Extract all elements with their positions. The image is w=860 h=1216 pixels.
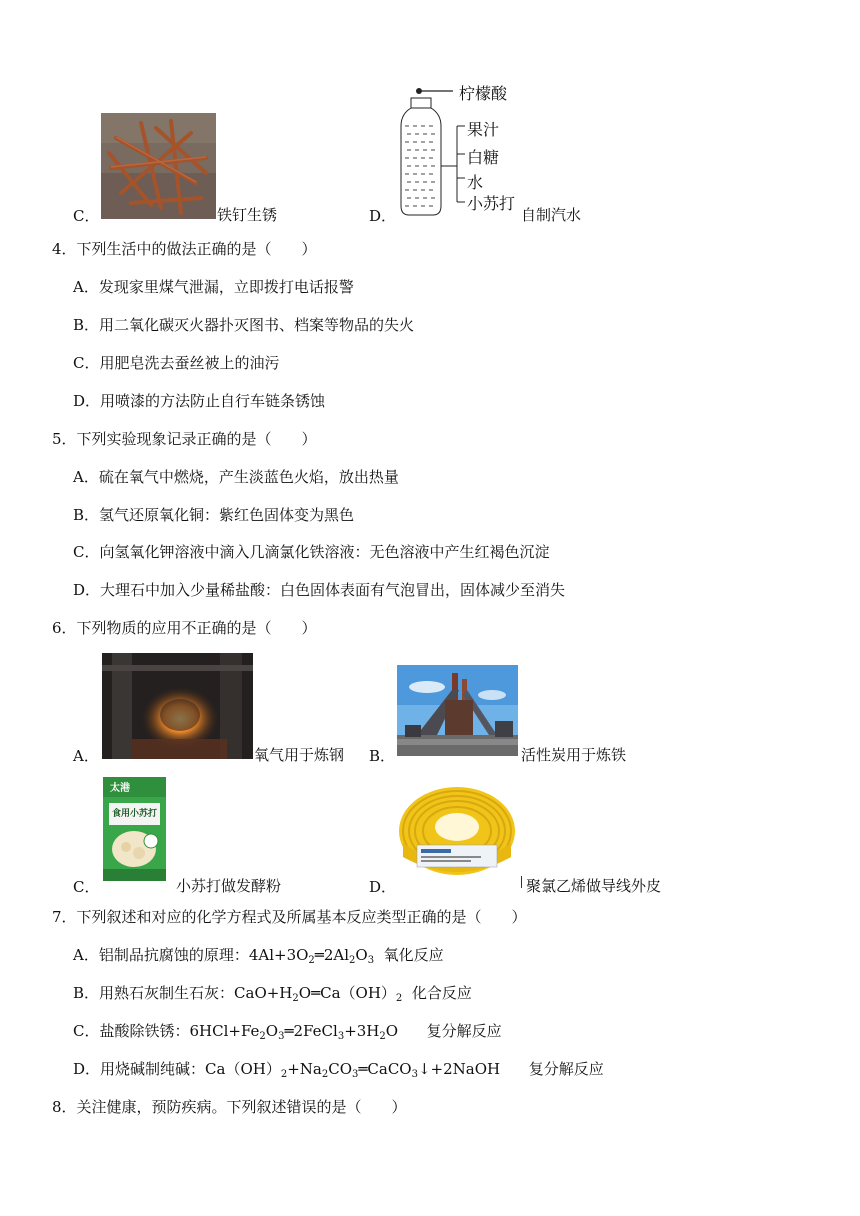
- q5-stem: 5．下列实验现象记录正确的是（ ）: [52, 430, 317, 448]
- q8-stem: 8．关注健康，预防疾病。下列叙述错误的是（ ）: [52, 1098, 407, 1116]
- wire-coil-image: [395, 783, 519, 885]
- line-mark: [521, 876, 522, 888]
- rusty-nails-image: [101, 113, 216, 219]
- q4-option-a[interactable]: A．发现家里煤气泄漏，立即拨打电话报警: [73, 278, 354, 296]
- q6-option-b-caption: 活性炭用于炼铁: [521, 746, 627, 764]
- label-baking-soda: 小苏打: [467, 194, 516, 213]
- q4-option-b[interactable]: B．用二氧化碳灭火器扑灭图书、档案等物品的失火: [73, 316, 415, 334]
- label-citric-acid: 柠檬酸: [459, 84, 508, 103]
- ironworks-image: [397, 665, 518, 756]
- q7-stem: 7．下列叙述和对应的化学方程式及所属基本反应类型正确的是（ ）: [52, 908, 527, 926]
- q4-option-c[interactable]: C．用肥皂洗去蚕丝被上的油污: [73, 354, 280, 372]
- q4-stem: 4．下列生活中的做法正确的是（ ）: [52, 240, 317, 258]
- q7-option-c[interactable]: C．盐酸除铁锈：$6HCl+Fe_2O_3═2FeCl_3+3H_2O$ 复分解反应: [73, 1022, 502, 1042]
- label-water: 水: [467, 173, 484, 192]
- q7-option-a[interactable]: A．铝制品抗腐蚀的原理：$4Al+3O_2═2Al_2O_3$ 氧化反应: [73, 946, 444, 966]
- q6-option-d-caption: 聚氯乙烯做导线外皮: [526, 877, 662, 895]
- q6-option-a-letter[interactable]: A．: [73, 747, 99, 765]
- q4-option-d[interactable]: D．用喷漆的方法防止自行车链条锈蚀: [73, 392, 326, 410]
- q7-option-b[interactable]: B．用熟石灰制生石灰：$CaO+H_2O═Ca(OH)_2$ 化合反应: [73, 984, 472, 1004]
- q6-option-c-letter[interactable]: C．: [73, 878, 100, 896]
- q6-option-c-caption: 小苏打做发酵粉: [176, 877, 282, 895]
- q5-option-d[interactable]: D．大理石中加入少量稀盐酸：白色固体表面有气泡冒出，固体减少至消失: [73, 581, 566, 599]
- q3-option-d-letter[interactable]: D．: [369, 207, 397, 225]
- q3-option-c-caption: 铁钉生锈: [217, 206, 278, 224]
- q6-option-b-letter[interactable]: B．: [369, 747, 396, 765]
- steelmaking-furnace-image: [102, 653, 253, 759]
- q5-option-a[interactable]: A．硫在氧气中燃烧，产生淡蓝色火焰，放出热量: [73, 468, 399, 486]
- q6-option-d-letter[interactable]: D．: [369, 878, 397, 896]
- q5-option-c[interactable]: C．向氢氧化钾溶液中滴入几滴氯化铁溶液：无色溶液中产生红褐色沉淀: [73, 543, 550, 561]
- package-brand: 太港: [110, 783, 130, 794]
- label-sugar: 白糖: [467, 148, 500, 167]
- q3-option-c-letter[interactable]: C．: [73, 207, 100, 225]
- q5-option-b[interactable]: B．氢气还原氧化铜：紫红色固体变为黑色: [73, 506, 355, 524]
- q3-option-d-caption: 自制汽水: [521, 206, 582, 224]
- q6-stem: 6．下列物质的应用不正确的是（ ）: [52, 619, 317, 637]
- package-text: 食用小苏打: [112, 809, 158, 819]
- label-juice: 果汁: [467, 120, 500, 139]
- q7-option-d[interactable]: D．用烧碱制纯碱：$Ca(OH)_2+Na_2CO_3═CaCO_3↓+2NaOH$ 复分解反应: [73, 1060, 604, 1080]
- q6-option-a-caption: 氧气用于炼钢: [254, 746, 345, 764]
